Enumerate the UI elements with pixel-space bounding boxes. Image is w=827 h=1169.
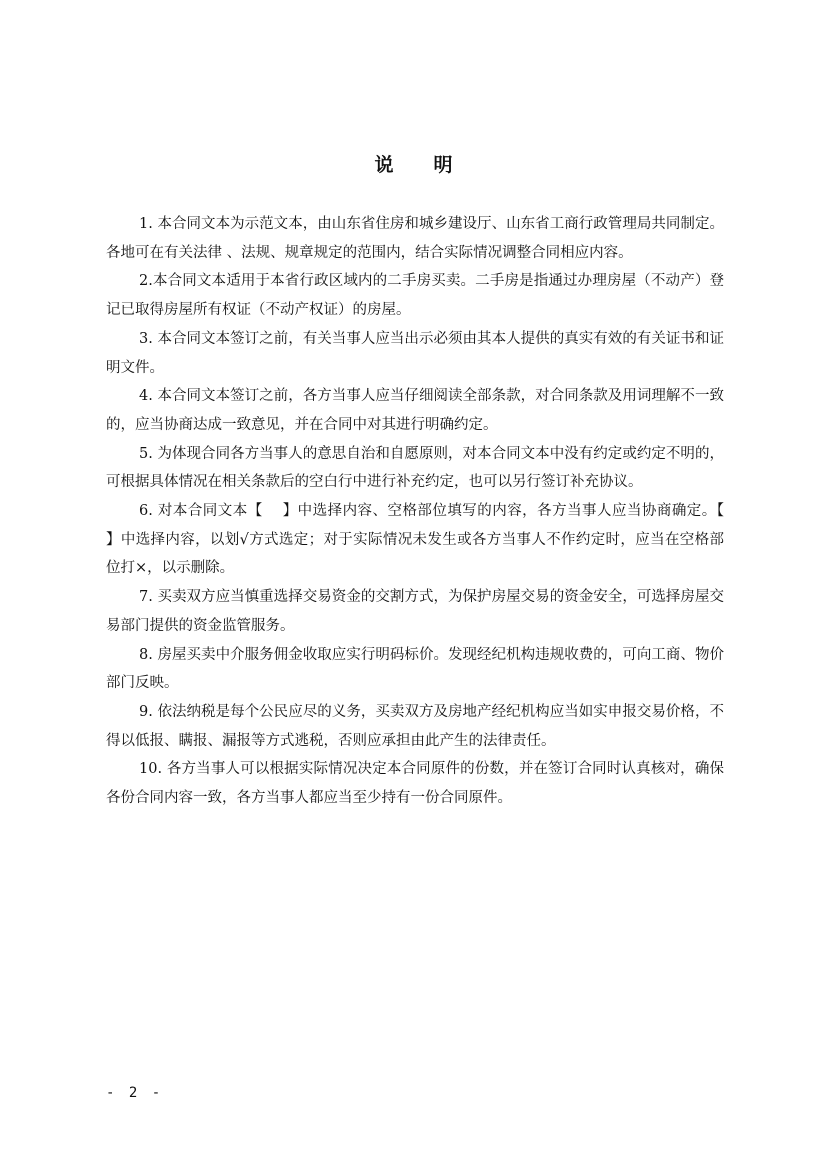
instruction-item-6: 6. 对本合同文本【 】中选择内容、空格部位填写的内容，各方当事人应当协商确定。【 】中选择内容，以划√方式选定；对于实际情况未发生或各方当事人不作约定时，应当在空格部位打×，以示删除。 [106,503,744,577]
instructions-body [106,210,744,813]
instruction-item-10: 10. 各方当事人可以根据实际情况决定本合同原件的份数，并在签订合同时认真核对，确保各份合同内容一致，各方当事人都应当至少持有一份合同原件。 [106,761,724,807]
instruction-item-1: 1. 本合同文本为示范文本，由山东省住房和城乡建设厅、山东省工商行政管理局共同制定。各地可在有关法律 、法规、规章规定的范围内，结合实际情况调整合同相应内容。 [106,216,724,261]
page-title [0,150,827,177]
instruction-item-2: 2.本合同文本适用于本省行政区域内的二手房买卖。二手房是指通过办理房屋（不动产）登记已取得房屋所有权证（不动产权证）的房屋。 [106,273,724,319]
instruction-item-8: 8. 房屋买卖中介服务佣金收取应实行明码标价。发现经纪机构违规收费的，可向工商、物价部门反映。 [106,646,724,692]
page-number: - 2 - [106,1085,164,1101]
instruction-item-9: 9. 依法纳税是每个公民应尽的义务，买卖双方及房地产经纪机构应当如实申报交易价格，不得以低报、瞒报、漏报等方式逃税，否则应承担由此产生的法律责任。 [106,703,724,749]
instruction-item-5: 5. 为体现合同各方当事人的意思自治和自愿原则，对本合同文本中没有约定或约定不明的，可根据具体情况在相关条款后的空白行中进行补充约定，也可以另行签订补充协议。 [106,445,724,491]
instruction-item-3: 3. 本合同文本签订之前，有关当事人应当出示必须由其本人提供的真实有效的有关证书和证明文件。 [106,330,724,376]
instruction-item-4: 4. 本合同文本签订之前，各方当事人应当仔细阅读全部条款，对合同条款及用词理解不一致的，应当协商达成一致意见，并在合同中对其进行明确约定。 [106,388,724,433]
instruction-item-7: 7. 买卖双方应当慎重选择交易资金的交割方式，为保护房屋交易的资金安全，可选择房屋交易部门提供的资金监管服务。 [106,589,724,634]
title-char-1: 说 [374,154,394,176]
title-char-2: 明 [433,154,453,176]
